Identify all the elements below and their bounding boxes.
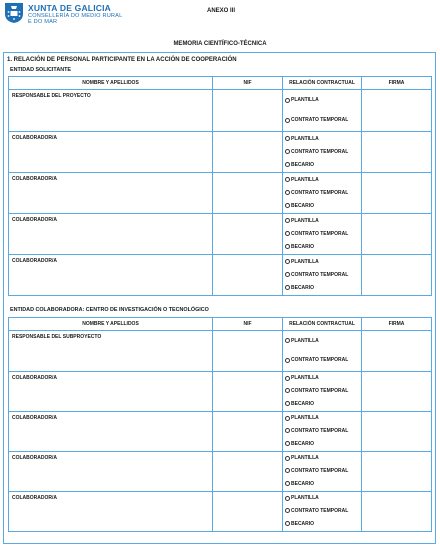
signature-cell[interactable]: [362, 372, 432, 412]
contract-relation-cell: [283, 492, 362, 532]
radio-button-icon[interactable]: [285, 496, 290, 501]
option-plantilla[interactable]: [285, 495, 361, 501]
nif-cell[interactable]: [213, 132, 283, 173]
contract-relation-cell: [283, 372, 362, 412]
participant-role-cell[interactable]: COLABORADOR/A: [9, 214, 213, 255]
nif-cell[interactable]: [213, 492, 283, 532]
radio-button-icon[interactable]: [285, 231, 290, 236]
radio-button-icon[interactable]: [285, 521, 290, 526]
radio-button-icon[interactable]: [285, 203, 290, 208]
signature-cell[interactable]: [362, 492, 432, 532]
option-contrato-temporal[interactable]: [285, 468, 361, 474]
radio-button-icon[interactable]: [285, 285, 290, 290]
contract-relation-cell: [283, 452, 362, 492]
galicia-coat-of-arms-icon: [4, 2, 24, 24]
radio-button-icon[interactable]: [285, 98, 290, 103]
signature-cell[interactable]: [362, 132, 432, 173]
radio-button-icon[interactable]: [285, 481, 290, 486]
column-header-name: NOMBRE Y APELLIDOS: [9, 77, 213, 90]
column-header-signature: FIRMA: [362, 77, 432, 90]
contract-relation-cell: [283, 412, 362, 452]
signature-cell[interactable]: [362, 452, 432, 492]
option-contrato-temporal[interactable]: [285, 357, 361, 363]
radio-button-icon[interactable]: [285, 456, 290, 461]
option-plantilla[interactable]: [285, 338, 361, 344]
option-label: CONTRATO TEMPORAL: [291, 189, 349, 196]
table-row: [9, 132, 432, 173]
column-header-relation: RELACIÓN CONTRACTUAL: [283, 318, 362, 331]
option-label: CONTRATO TEMPORAL: [291, 357, 349, 364]
column-header-nif: NIF: [213, 318, 283, 331]
table-row: [9, 214, 432, 255]
option-becario[interactable]: [285, 162, 361, 168]
option-label: CONTRATO TEMPORAL: [291, 148, 349, 155]
option-plantilla[interactable]: [285, 415, 361, 421]
option-contrato-temporal[interactable]: [285, 231, 361, 237]
radio-button-icon[interactable]: [285, 244, 290, 249]
table-row: [9, 255, 432, 296]
participant-role-cell[interactable]: COLABORADOR/A: [9, 372, 213, 412]
option-plantilla[interactable]: [285, 259, 361, 265]
radio-button-icon[interactable]: [285, 118, 290, 123]
radio-button-icon[interactable]: [285, 259, 290, 264]
option-label: BECARIO: [291, 400, 315, 407]
nif-cell[interactable]: [213, 372, 283, 412]
collaborator-staff-table: [8, 317, 432, 532]
option-plantilla[interactable]: [285, 455, 361, 461]
column-header-name: NOMBRE Y APELLIDOS: [9, 318, 213, 331]
page-header: [4, 2, 440, 32]
nif-cell[interactable]: [213, 452, 283, 492]
signature-cell[interactable]: [362, 90, 432, 132]
nif-cell[interactable]: [213, 214, 283, 255]
option-label: CONTRATO TEMPORAL: [291, 427, 349, 434]
option-label: PLANTILLA: [291, 337, 319, 344]
entity-applicant-label: ENTIDAD SOLICITANTE: [10, 67, 71, 73]
nif-cell[interactable]: [213, 412, 283, 452]
option-plantilla[interactable]: [285, 375, 361, 381]
brand-department-line-1: CONSELLERÍA DO MEDIO RURAL: [28, 13, 123, 19]
signature-cell[interactable]: [362, 412, 432, 452]
column-header-signature: FIRMA: [362, 318, 432, 331]
table-row: [9, 331, 432, 372]
option-becario[interactable]: [285, 481, 361, 487]
radio-button-icon[interactable]: [285, 218, 290, 223]
option-label: PLANTILLA: [291, 176, 319, 183]
option-becario[interactable]: [285, 244, 361, 250]
option-label: PLANTILLA: [291, 217, 319, 224]
radio-button-icon[interactable]: [285, 508, 290, 513]
option-plantilla[interactable]: [285, 136, 361, 142]
nif-cell[interactable]: [213, 173, 283, 214]
radio-button-icon[interactable]: [285, 468, 290, 473]
radio-button-icon[interactable]: [285, 441, 290, 446]
option-contrato-temporal[interactable]: [285, 508, 361, 514]
option-label: BECARIO: [291, 243, 315, 250]
option-becario[interactable]: [285, 441, 361, 447]
nif-cell[interactable]: [213, 331, 283, 372]
applicant-staff-table: [8, 76, 432, 296]
option-contrato-temporal[interactable]: [285, 272, 361, 278]
radio-button-icon[interactable]: [285, 190, 290, 195]
option-becario[interactable]: [285, 203, 361, 209]
column-header-nif: NIF: [213, 77, 283, 90]
option-label: PLANTILLA: [291, 415, 319, 422]
radio-button-icon[interactable]: [285, 358, 290, 363]
nif-cell[interactable]: [213, 255, 283, 296]
participant-role-cell[interactable]: COLABORADOR/A: [9, 132, 213, 173]
table-row: [9, 412, 432, 452]
radio-button-icon[interactable]: [285, 428, 290, 433]
radio-button-icon[interactable]: [285, 177, 290, 182]
option-label: BECARIO: [291, 520, 315, 527]
nif-cell[interactable]: [213, 90, 283, 132]
radio-button-icon[interactable]: [285, 388, 290, 393]
participant-role-cell[interactable]: COLABORADOR/A: [9, 173, 213, 214]
option-becario[interactable]: [285, 401, 361, 407]
annex-label: ANEXO III: [207, 8, 236, 14]
option-label: CONTRATO TEMPORAL: [291, 387, 349, 394]
signature-cell[interactable]: [362, 214, 432, 255]
section-title: 1. RELACIÓN DE PERSONAL PARTICIPANTE EN LA ACCIÓN DE COOPERACIÓN: [7, 57, 237, 63]
contract-relation-cell: [283, 132, 362, 173]
contract-relation-cell: [283, 331, 362, 372]
option-contrato-temporal[interactable]: [285, 149, 361, 155]
column-header-relation: RELACIÓN CONTRACTUAL: [283, 77, 362, 90]
option-contrato-temporal[interactable]: [285, 428, 361, 434]
radio-button-icon[interactable]: [285, 376, 290, 381]
brand-name: XUNTA DE GALICIA: [28, 3, 112, 13]
participant-role-cell[interactable]: RESPONSABLE DEL SUBPROYECTO: [9, 331, 213, 372]
participant-role-cell[interactable]: COLABORADOR/A: [9, 492, 213, 532]
brand-department-line-2: E DO MAR: [28, 19, 58, 26]
participant-role-cell[interactable]: COLABORADOR/A: [9, 452, 213, 492]
option-label: PLANTILLA: [291, 455, 319, 462]
table-row: [9, 372, 432, 412]
table-row: [9, 452, 432, 492]
option-label: PLANTILLA: [291, 258, 319, 265]
radio-button-icon[interactable]: [285, 162, 290, 167]
option-contrato-temporal[interactable]: [285, 388, 361, 394]
option-label: BECARIO: [291, 284, 315, 291]
radio-button-icon[interactable]: [285, 272, 290, 277]
table-row: [9, 90, 432, 132]
option-label: CONTRATO TEMPORAL: [291, 271, 349, 278]
radio-button-icon[interactable]: [285, 149, 290, 154]
option-label: CONTRATO TEMPORAL: [291, 230, 349, 237]
participant-role-cell[interactable]: COLABORADOR/A: [9, 255, 213, 296]
participant-role-cell[interactable]: RESPONSABLE DEL PROYECTO: [9, 90, 213, 132]
option-plantilla[interactable]: [285, 97, 361, 103]
radio-button-icon[interactable]: [285, 401, 290, 406]
option-becario[interactable]: [285, 285, 361, 291]
table-row: [9, 173, 432, 214]
option-label: PLANTILLA: [291, 495, 319, 502]
option-label: CONTRATO TEMPORAL: [291, 507, 349, 514]
participant-role-cell[interactable]: COLABORADOR/A: [9, 412, 213, 452]
option-label: BECARIO: [291, 161, 315, 168]
signature-cell[interactable]: [362, 173, 432, 214]
contract-relation-cell: [283, 255, 362, 296]
option-plantilla[interactable]: [285, 177, 361, 183]
signature-cell[interactable]: [362, 255, 432, 296]
contract-relation-cell: [283, 214, 362, 255]
document-title: MEMORIA CIENTÍFICO-TÉCNICA: [173, 41, 267, 47]
option-label: BECARIO: [291, 480, 315, 487]
option-contrato-temporal[interactable]: [285, 190, 361, 196]
table-row: [9, 492, 432, 532]
radio-button-icon[interactable]: [285, 136, 290, 141]
radio-button-icon[interactable]: [285, 416, 290, 421]
contract-relation-cell: [283, 90, 362, 132]
option-label: BECARIO: [291, 440, 315, 447]
option-label: BECARIO: [291, 202, 315, 209]
entity-collaborator-label: ENTIDAD COLABORADORA: CENTRO DE INVESTIGACIÓN O TECNOLÓGICO: [10, 307, 209, 313]
option-label: CONTRATO TEMPORAL: [291, 467, 349, 474]
option-plantilla[interactable]: [285, 218, 361, 224]
radio-button-icon[interactable]: [285, 338, 290, 343]
contract-relation-cell: [283, 173, 362, 214]
option-becario[interactable]: [285, 521, 361, 527]
option-label: PLANTILLA: [291, 135, 319, 142]
brand-block: [28, 3, 122, 26]
option-label: CONTRATO TEMPORAL: [291, 117, 349, 123]
option-contrato-temporal[interactable]: [285, 117, 361, 123]
option-label: PLANTILLA: [291, 97, 319, 103]
option-label: PLANTILLA: [291, 375, 319, 382]
signature-cell[interactable]: [362, 331, 432, 372]
